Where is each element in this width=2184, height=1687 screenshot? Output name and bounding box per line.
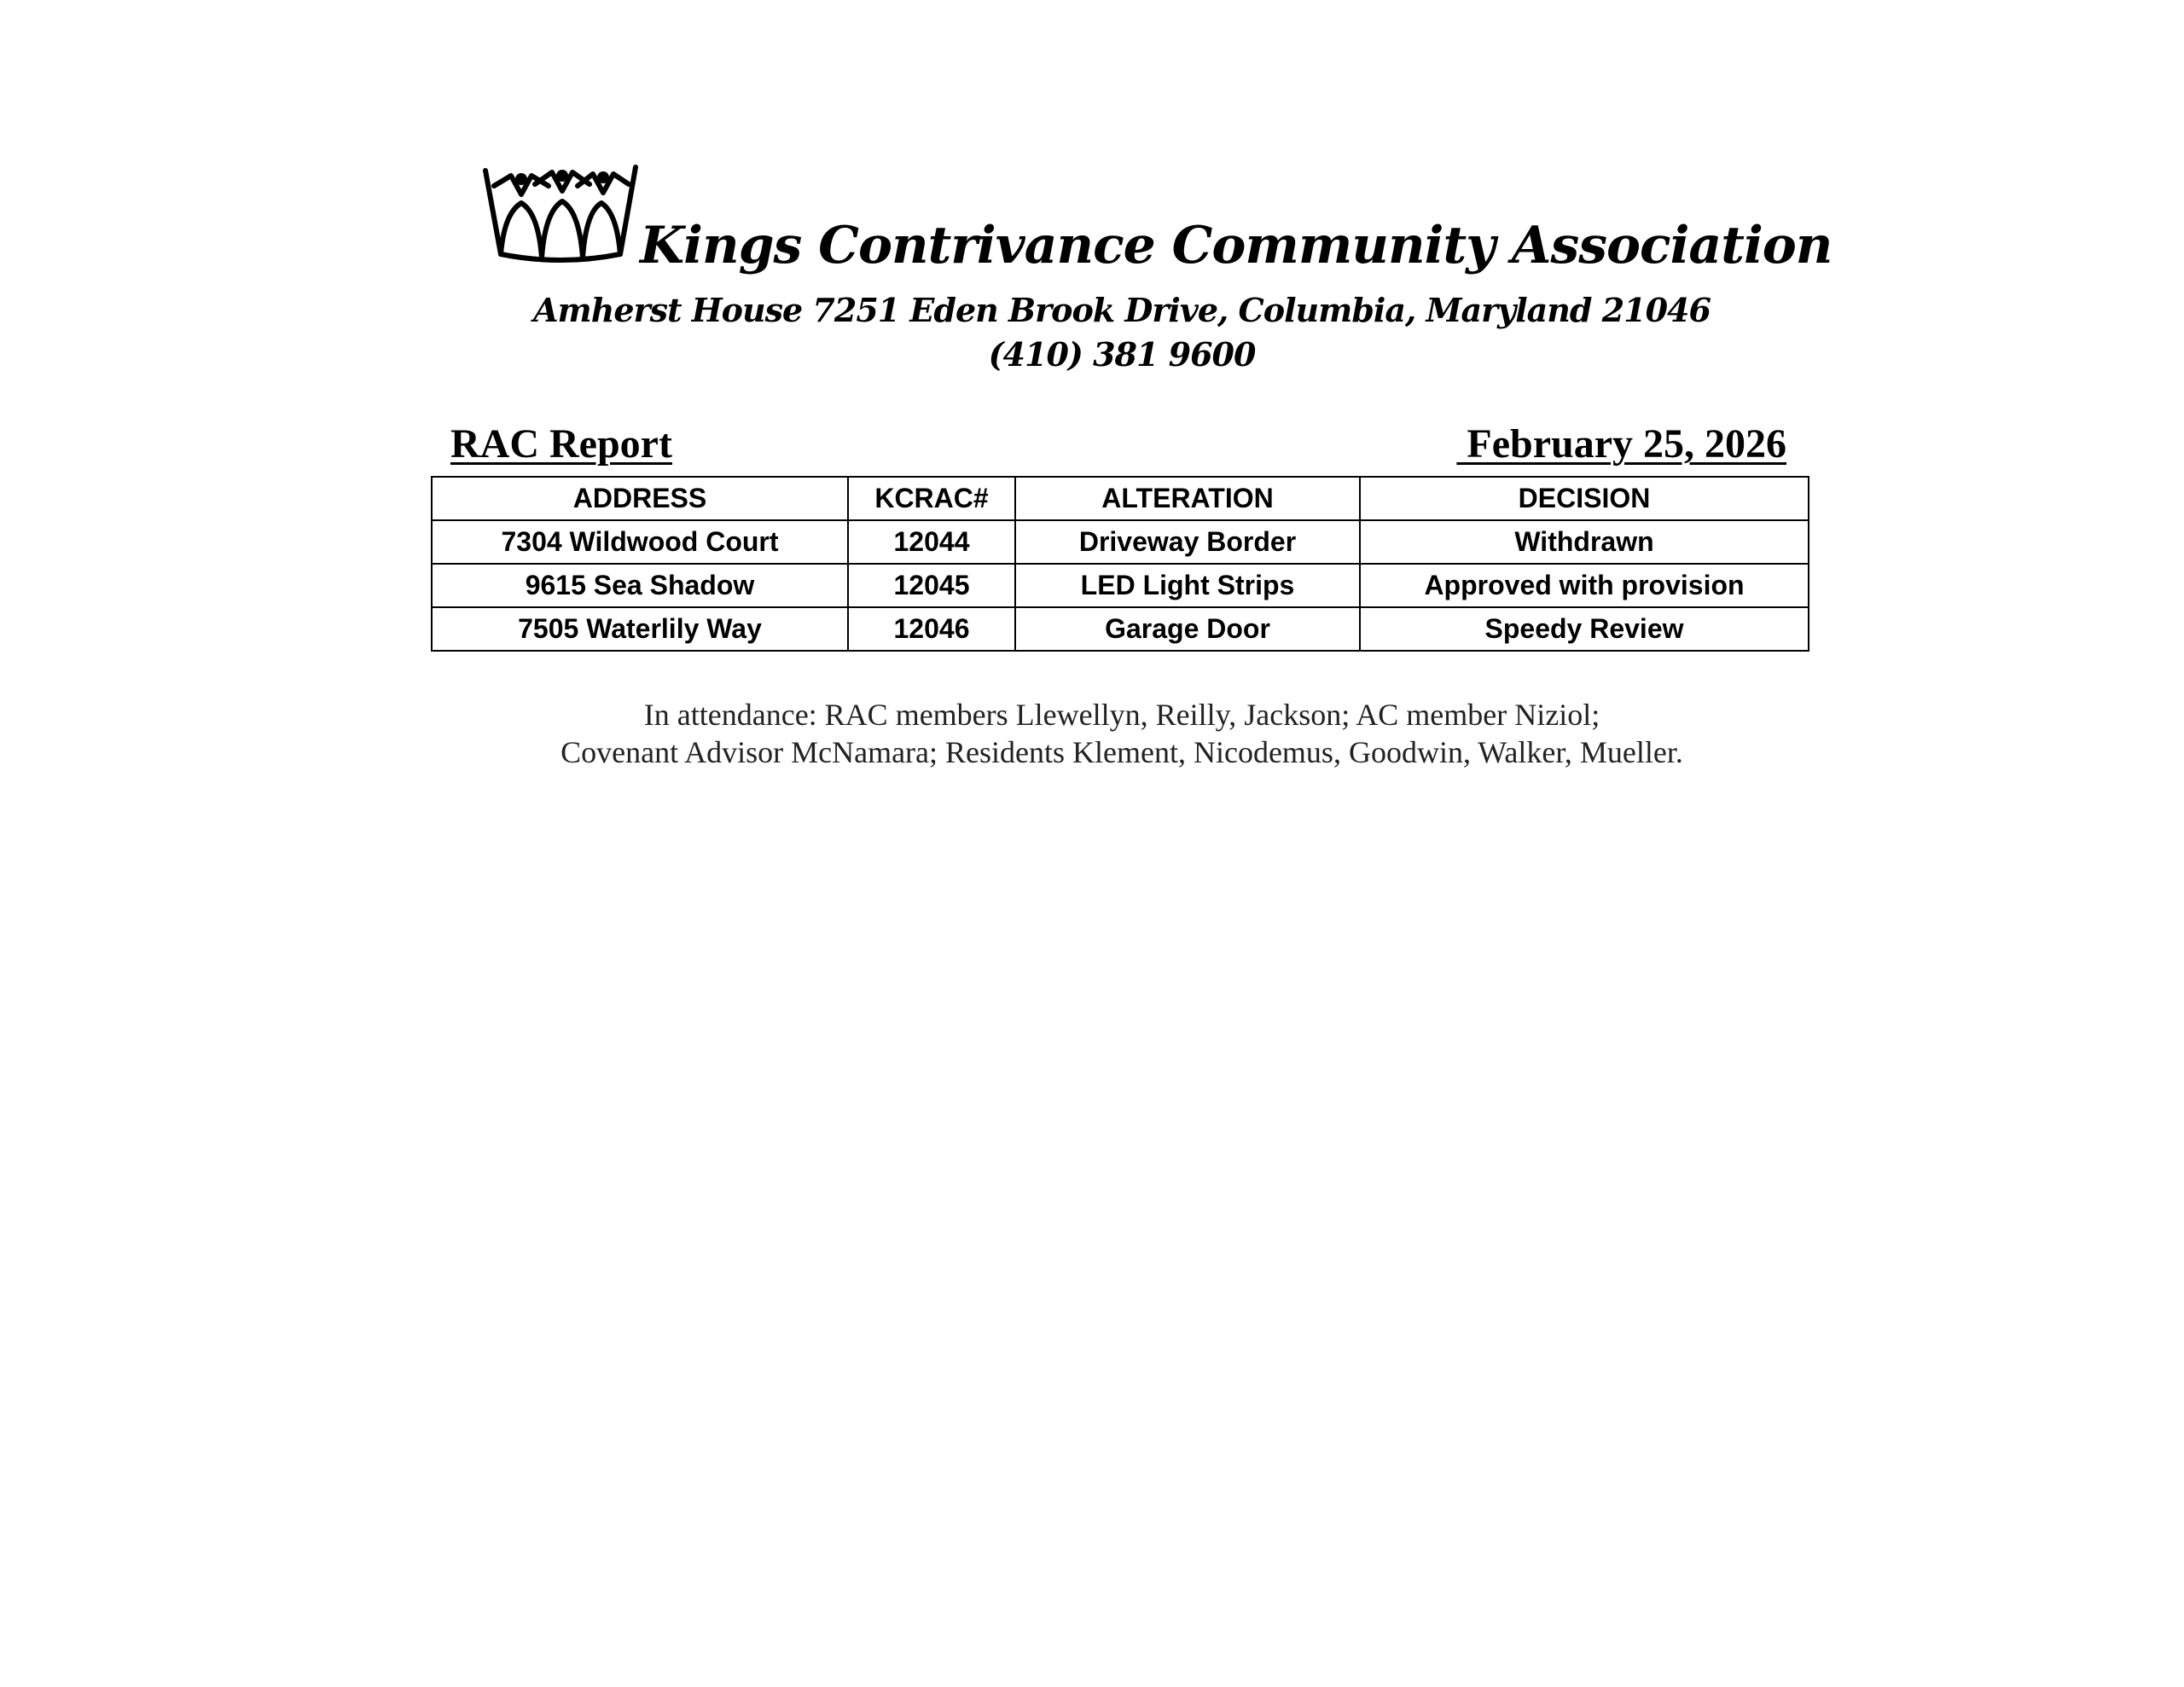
report-date: February 25, 2026: [1456, 421, 1786, 467]
column-header-address: ADDRESS: [432, 477, 848, 520]
address-cell: 9615 Sea Shadow: [432, 564, 848, 607]
kcrac-cell: 12046: [848, 607, 1015, 651]
table-header-row: [432, 477, 1809, 520]
attendance-line-1: In attendance: RAC members Llewellyn, Reilly, Jackson; AC member Niziol;: [643, 698, 1600, 732]
decision-cell: Withdrawn: [1360, 520, 1809, 564]
report-title: RAC Report: [450, 421, 672, 467]
table-row: [432, 564, 1809, 607]
alteration-cell: Garage Door: [1015, 607, 1360, 651]
decision-cell: Speedy Review: [1360, 607, 1809, 651]
alteration-cell: LED Light Strips: [1015, 564, 1360, 607]
address-cell: 7505 Waterlily Way: [432, 607, 848, 651]
table-row: [432, 520, 1809, 564]
column-header-kcrac: KCRAC#: [848, 477, 1015, 520]
alteration-cell: Driveway Border: [1015, 520, 1360, 564]
column-header-alteration: ALTERATION: [1015, 477, 1360, 520]
crown-logo-icon: [482, 160, 640, 271]
organization-name: Kings Contrivance Community Association: [640, 216, 1833, 275]
kcrac-cell: 12044: [848, 520, 1015, 564]
organization-address: Amherst House 7251 Eden Brook Drive, Columbia, Maryland 21046: [533, 291, 1711, 329]
column-header-decision: DECISION: [1360, 477, 1809, 520]
address-cell: 7304 Wildwood Court: [432, 520, 848, 564]
attendance-line-2: Covenant Advisor McNamara; Residents Klement, Nicodemus, Goodwin, Walker, Mueller.: [561, 735, 1683, 769]
decision-cell: Approved with provision: [1360, 564, 1809, 607]
attendance-note: [0, 696, 2184, 771]
kcrac-cell: 12045: [848, 564, 1015, 607]
rac-table: [431, 476, 1809, 652]
table-row: [432, 607, 1809, 651]
organization-phone: (410) 381 9600: [988, 335, 1256, 374]
